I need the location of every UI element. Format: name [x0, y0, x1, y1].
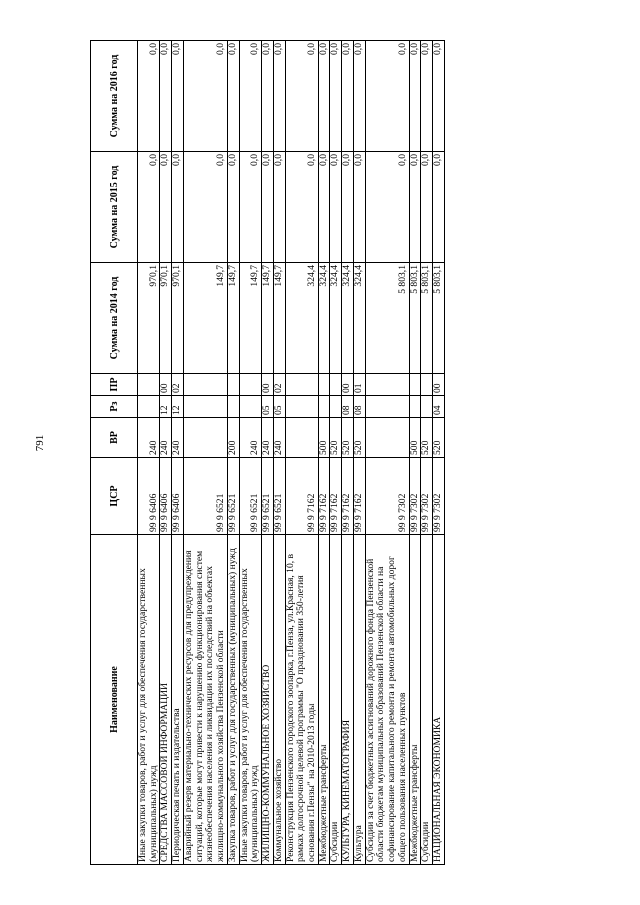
- cell-csr: 99 9 6406: [138, 458, 160, 535]
- cell-sum-2015: 0,0: [330, 152, 342, 263]
- cell-pr: 00: [433, 374, 445, 396]
- cell-sum-2015: 0,0: [409, 152, 421, 263]
- cell-vr: 520: [353, 418, 365, 458]
- cell-sum-2016: 0,0: [421, 41, 433, 152]
- cell-pr: [138, 374, 160, 396]
- cell-pr: [318, 374, 330, 396]
- cell-csr: 99 9 6521: [227, 458, 239, 535]
- cell-sum-2016: 0,0: [273, 41, 285, 152]
- cell-sum-2016: 0,0: [262, 41, 274, 152]
- cell-sum-2016: 0,0: [227, 41, 239, 152]
- cell-sum-2015: 0,0: [342, 152, 354, 263]
- cell-name: Межбюджетные трансферты: [409, 535, 421, 865]
- cell-rz: 05: [262, 396, 274, 418]
- cell-sum-2015: 0,0: [262, 152, 274, 263]
- cell-csr: 99 9 6406: [172, 458, 184, 535]
- cell-rz: 04: [433, 396, 445, 418]
- table-row: [365, 41, 409, 865]
- cell-rz: [330, 396, 342, 418]
- cell-sum-2014: 5 803,1: [421, 263, 433, 374]
- cell-csr: 99 9 7302: [365, 458, 409, 535]
- cell-rz: [365, 396, 409, 418]
- cell-rz: 12: [160, 396, 172, 418]
- cell-name: Межбюджетные трансферты: [318, 535, 330, 865]
- cell-pr: [227, 374, 239, 396]
- cell-name: Субсидии: [421, 535, 433, 865]
- cell-pr: [365, 374, 409, 396]
- cell-csr: 99 9 6521: [262, 458, 274, 535]
- cell-rz: [239, 396, 261, 418]
- table-row: [227, 41, 239, 865]
- cell-sum-2015: 0,0: [421, 152, 433, 263]
- table-row: [160, 41, 172, 865]
- cell-sum-2014: 324,4: [285, 263, 318, 374]
- cell-name: Закупка товаров, работ и услуг для государственных (муниципальных) нужд: [227, 535, 239, 865]
- cell-sum-2016: 0,0: [433, 41, 445, 152]
- cell-sum-2016: 0,0: [330, 41, 342, 152]
- cell-name: СРЕДСТВА МАССОВОЙ ИНФОРМАЦИИ: [160, 535, 172, 865]
- rotated-table-frame: [90, 40, 553, 865]
- cell-vr: 240: [273, 418, 285, 458]
- cell-sum-2014: 324,4: [330, 263, 342, 374]
- cell-sum-2015: 0,0: [433, 152, 445, 263]
- cell-name: Культура: [353, 535, 365, 865]
- table-row: [262, 41, 274, 865]
- cell-sum-2016: 0,0: [172, 41, 184, 152]
- cell-rz: 08: [353, 396, 365, 418]
- cell-rz: 08: [342, 396, 354, 418]
- header-sum-2015: Сумма на 2015 год: [91, 152, 138, 263]
- cell-rz: [421, 396, 433, 418]
- cell-sum-2016: 0,0: [353, 41, 365, 152]
- cell-csr: 99 9 7302: [421, 458, 433, 535]
- table-row: [353, 41, 365, 865]
- cell-vr: 240: [172, 418, 184, 458]
- cell-vr: 520: [433, 418, 445, 458]
- cell-name: Аварийный резерв материально-технических ресурсов для предупреждения ситуаций, которые могут привести к нарушению функционирования систем жизнеобеспечения населения и ликвидации их последствий на объектах жилищно-коммунального хозяйства Пензенской области: [183, 535, 227, 865]
- cell-sum-2014: 5 803,1: [365, 263, 409, 374]
- cell-sum-2014: 324,4: [342, 263, 354, 374]
- cell-vr: 500: [318, 418, 330, 458]
- cell-sum-2016: 0,0: [239, 41, 261, 152]
- cell-sum-2015: 0,0: [285, 152, 318, 263]
- header-sum-2014: Сумма на 2014 год: [91, 263, 138, 374]
- cell-csr: 99 9 7162: [330, 458, 342, 535]
- cell-vr: [285, 418, 318, 458]
- table-row: [318, 41, 330, 865]
- cell-csr: 99 9 7302: [409, 458, 421, 535]
- cell-pr: [239, 374, 261, 396]
- cell-csr: 99 9 7162: [318, 458, 330, 535]
- cell-name: Иные закупки товаров, работ и услуг для обеспечения государственных (муниципальных) нужд: [239, 535, 261, 865]
- cell-sum-2014: 149,7: [273, 263, 285, 374]
- cell-name: НАЦИОНАЛЬНАЯ ЭКОНОМИКА: [433, 535, 445, 865]
- cell-sum-2016: 0,0: [365, 41, 409, 152]
- cell-name: ЖИЛИЩНО-КОММУНАЛЬНОЕ ХОЗЯЙСТВО: [262, 535, 274, 865]
- cell-vr: 520: [421, 418, 433, 458]
- cell-vr: 520: [330, 418, 342, 458]
- cell-sum-2015: 0,0: [183, 152, 227, 263]
- cell-sum-2016: 0,0: [342, 41, 354, 152]
- header-sum-2016: Сумма на 2016 год: [91, 41, 138, 152]
- cell-sum-2014: 970,1: [160, 263, 172, 374]
- cell-sum-2016: 0,0: [285, 41, 318, 152]
- cell-sum-2014: 149,7: [227, 263, 239, 374]
- cell-sum-2014: 5 803,1: [433, 263, 445, 374]
- cell-vr: 240: [239, 418, 261, 458]
- cell-rz: 05: [273, 396, 285, 418]
- cell-pr: [330, 374, 342, 396]
- cell-csr: 99 9 7162: [285, 458, 318, 535]
- cell-csr: 99 9 6521: [239, 458, 261, 535]
- cell-csr: 99 9 6521: [273, 458, 285, 535]
- cell-csr: 99 9 6406: [160, 458, 172, 535]
- cell-sum-2016: 0,0: [160, 41, 172, 152]
- cell-sum-2015: 0,0: [160, 152, 172, 263]
- cell-pr: [409, 374, 421, 396]
- cell-sum-2016: 0,0: [409, 41, 421, 152]
- cell-name: КУЛЬТУРА, КИНЕМАТОГРАФИЯ: [342, 535, 354, 865]
- table-header: [91, 41, 138, 865]
- budget-table-container: [90, 40, 553, 865]
- cell-sum-2014: 149,7: [183, 263, 227, 374]
- cell-pr: 00: [342, 374, 354, 396]
- cell-name: Реконструкция Пензенского городского зоопарка, г.Пенза, ул.Красная, 10, в рамках долгосрочной целевой программы "О праздновании 350-летия основания г.Пензы" на 2010-2013 годы: [285, 535, 318, 865]
- cell-sum-2015: 0,0: [353, 152, 365, 263]
- cell-pr: 02: [273, 374, 285, 396]
- cell-sum-2016: 0,0: [318, 41, 330, 152]
- page-number: 791: [34, 434, 46, 452]
- header-csr: ЦСР: [91, 458, 138, 535]
- table-row: [172, 41, 184, 865]
- cell-rz: [227, 396, 239, 418]
- cell-csr: 99 9 7162: [342, 458, 354, 535]
- budget-table: [90, 40, 445, 865]
- cell-pr: 00: [160, 374, 172, 396]
- table-body: [138, 41, 445, 865]
- cell-vr: 200: [227, 418, 239, 458]
- table-row: [342, 41, 354, 865]
- cell-sum-2015: 0,0: [273, 152, 285, 263]
- cell-sum-2016: 0,0: [183, 41, 227, 152]
- table-row: [285, 41, 318, 865]
- cell-sum-2015: 0,0: [138, 152, 160, 263]
- cell-csr: 99 9 6521: [183, 458, 227, 535]
- cell-vr: 240: [160, 418, 172, 458]
- cell-rz: [138, 396, 160, 418]
- cell-name: Субсидии за счет бюджетных ассигнований дорожного фонда Пензенской области бюджетам муниципальных образований Пензенской области на софинансирование капитального ремонта и ремонта автомобильных дорог общего пользования населенных пунктов: [365, 535, 409, 865]
- cell-sum-2015: 0,0: [318, 152, 330, 263]
- cell-pr: 00: [262, 374, 274, 396]
- table-row: [183, 41, 227, 865]
- cell-sum-2014: 970,1: [138, 263, 160, 374]
- cell-vr: 520: [342, 418, 354, 458]
- cell-rz: 12: [172, 396, 184, 418]
- cell-rz: [285, 396, 318, 418]
- cell-sum-2014: 324,4: [353, 263, 365, 374]
- cell-sum-2014: 970,1: [172, 263, 184, 374]
- table-row: [421, 41, 433, 865]
- cell-csr: 99 9 7162: [353, 458, 365, 535]
- cell-csr: 99 9 7302: [433, 458, 445, 535]
- cell-vr: 240: [138, 418, 160, 458]
- table-row: [273, 41, 285, 865]
- cell-rz: [318, 396, 330, 418]
- table-row: [433, 41, 445, 865]
- cell-pr: [421, 374, 433, 396]
- header-vr: ВР: [91, 418, 138, 458]
- cell-name: Периодическая печать и издательства: [172, 535, 184, 865]
- header-name: Наименование: [91, 535, 138, 865]
- cell-sum-2015: 0,0: [365, 152, 409, 263]
- table-row: [239, 41, 261, 865]
- cell-vr: [365, 418, 409, 458]
- cell-sum-2016: 0,0: [138, 41, 160, 152]
- cell-vr: 240: [262, 418, 274, 458]
- cell-sum-2014: 324,4: [318, 263, 330, 374]
- header-rz: Рз: [91, 396, 138, 418]
- cell-pr: [183, 374, 227, 396]
- cell-pr: 02: [172, 374, 184, 396]
- cell-name: Иные закупки товаров, работ и услуг для обеспечения государственных (муниципальных) нужд: [138, 535, 160, 865]
- cell-pr: [285, 374, 318, 396]
- cell-name: Субсидии: [330, 535, 342, 865]
- header-pr: ПР: [91, 374, 138, 396]
- cell-sum-2015: 0,0: [239, 152, 261, 263]
- cell-pr: 01: [353, 374, 365, 396]
- cell-rz: [183, 396, 227, 418]
- table-row: [138, 41, 160, 865]
- cell-vr: [183, 418, 227, 458]
- cell-sum-2015: 0,0: [172, 152, 184, 263]
- cell-sum-2015: 0,0: [227, 152, 239, 263]
- cell-sum-2014: 5 803,1: [409, 263, 421, 374]
- table-row: [409, 41, 421, 865]
- cell-sum-2014: 149,7: [239, 263, 261, 374]
- cell-vr: 500: [409, 418, 421, 458]
- cell-rz: [409, 396, 421, 418]
- cell-name: Коммунальное хозяйство: [273, 535, 285, 865]
- cell-sum-2014: 149,7: [262, 263, 274, 374]
- table-row: [330, 41, 342, 865]
